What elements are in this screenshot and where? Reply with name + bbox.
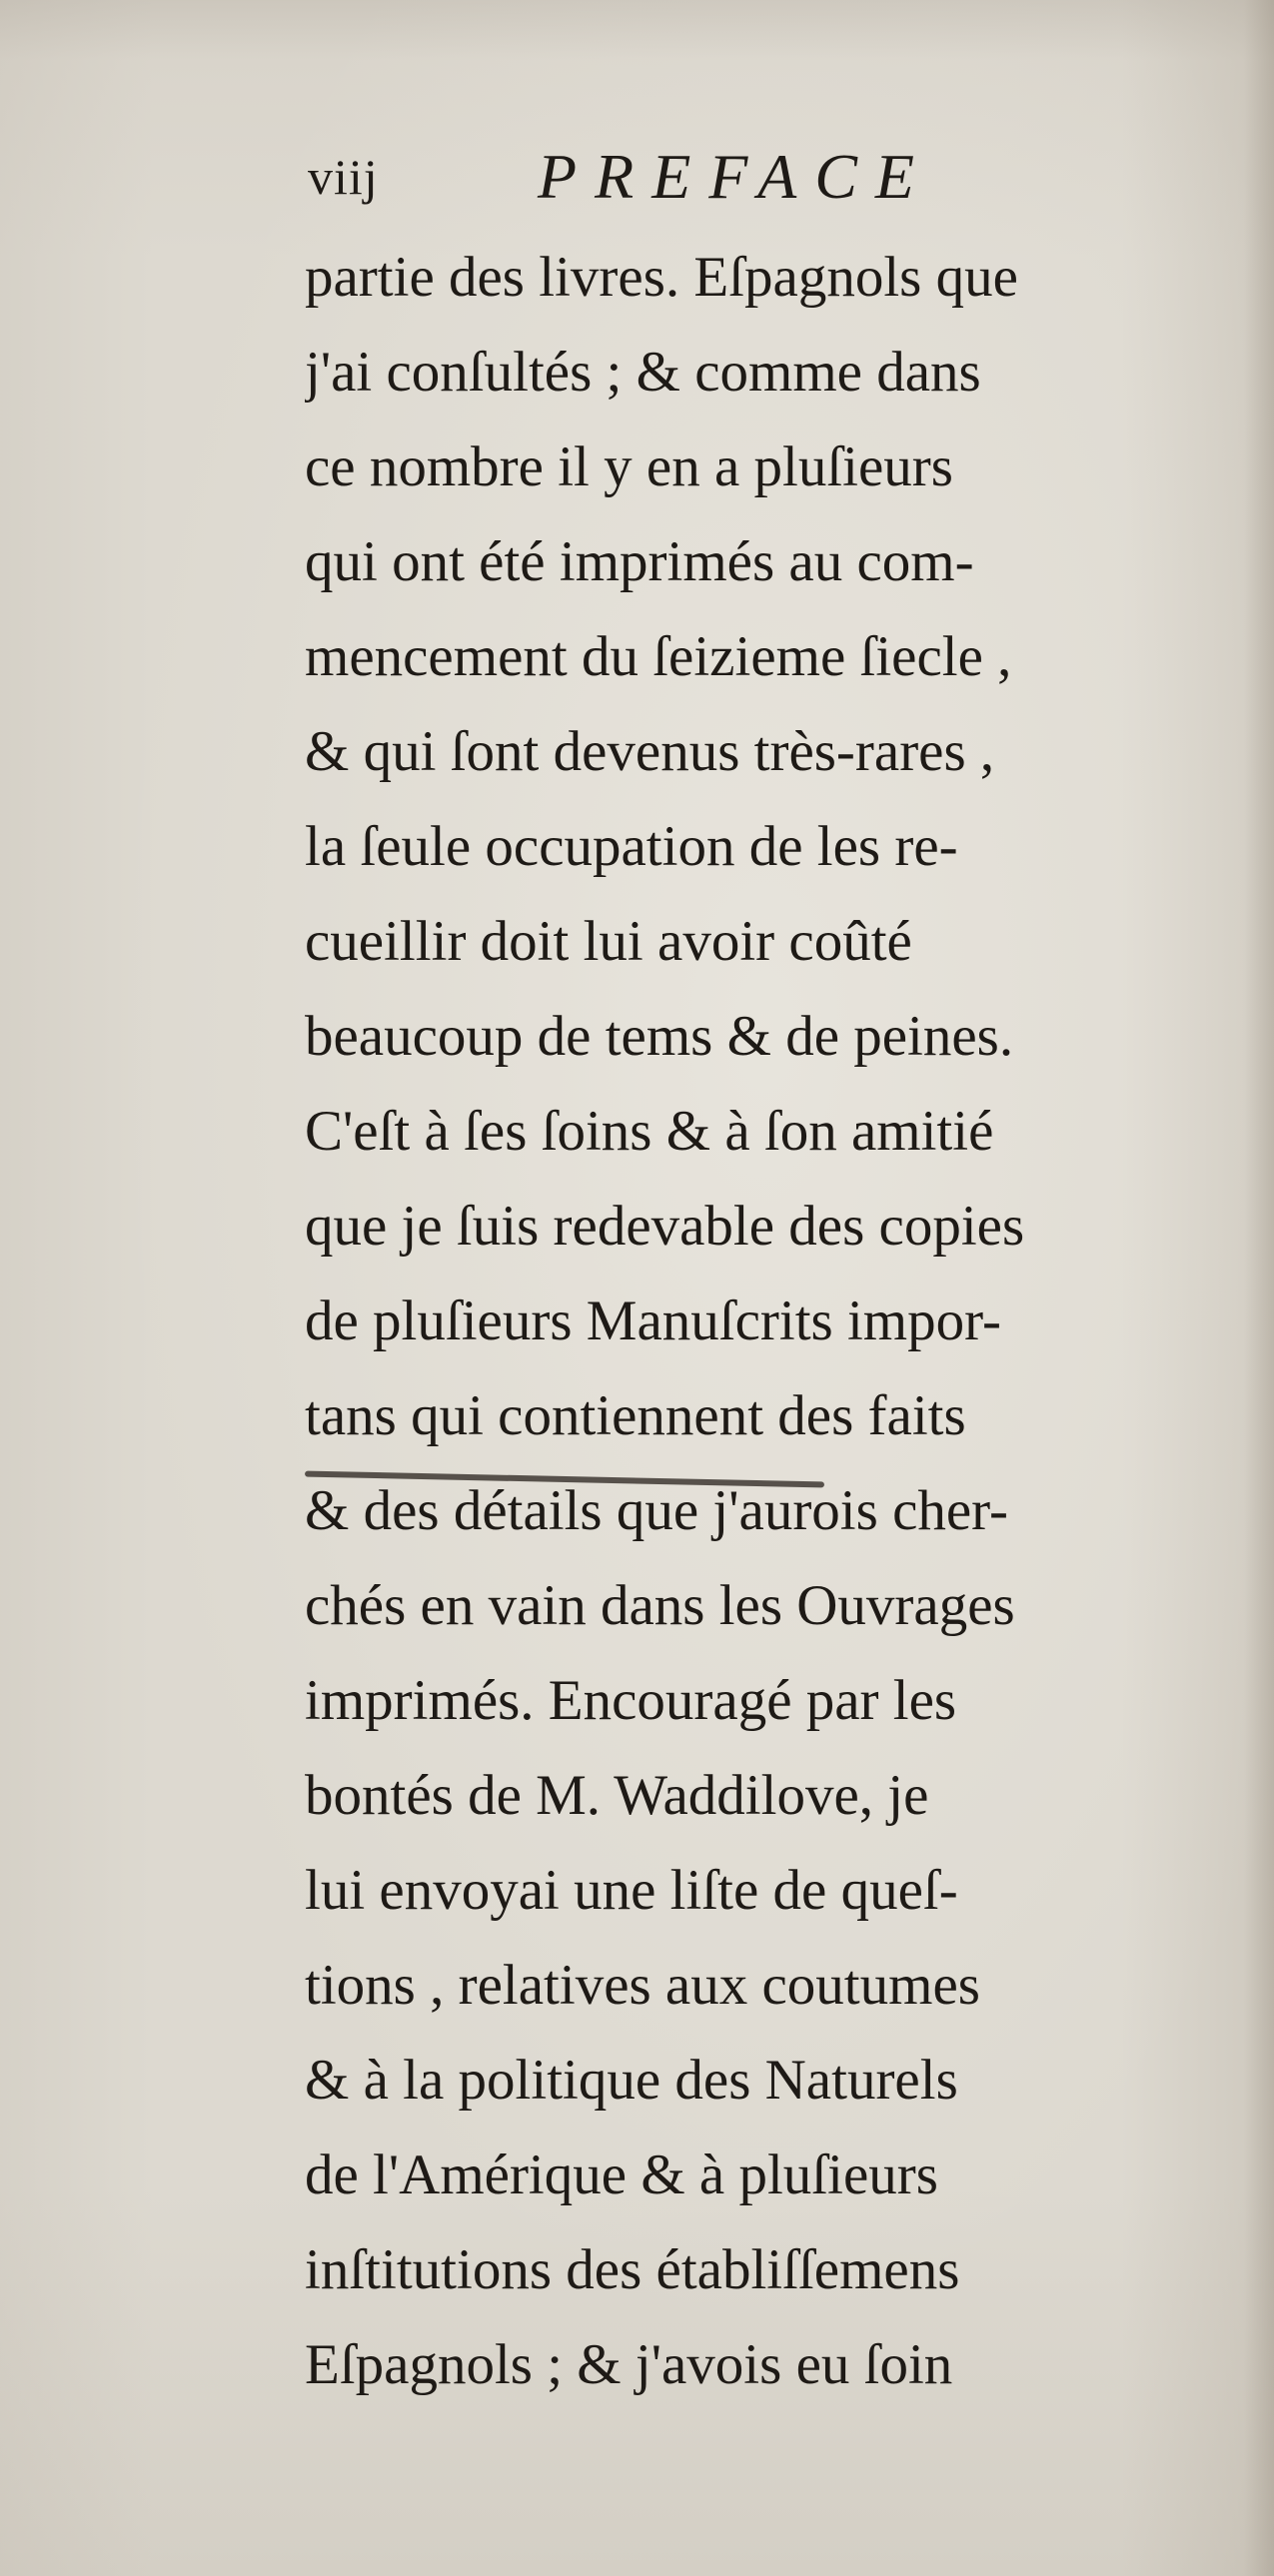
text-line: & qui ſont devenus très-rares ,	[305, 720, 995, 783]
text-line: chés en vain dans les Ouvrages	[305, 1574, 1015, 1637]
text-line: cueillir doit lui avoir coûté	[305, 910, 912, 973]
text-line: de pluſieurs Manuſcrits impor-	[305, 1289, 1001, 1352]
running-head: PREFACE	[538, 141, 932, 212]
text-line: bontés de M. Waddilove, je	[305, 1764, 929, 1827]
body-text	[305, 230, 1229, 2412]
text-line: & des détails que j'aurois cher-	[305, 1479, 1008, 1542]
text-line: Eſpagnols ; & j'avois eu ſoin	[305, 2333, 953, 2396]
text-line: qui ont été imprimés au com-	[305, 530, 974, 593]
text-line: & à la politique des Naturels	[305, 2049, 958, 2112]
page-edge-shadow	[1244, 0, 1274, 2576]
text-line: beaucoup de tems & de peines.	[305, 1005, 1014, 1068]
text-line: tions , relatives aux coutumes	[305, 1954, 980, 2017]
text-line: la ſeule occupation de les re-	[305, 815, 958, 878]
text-line: ce nombre il y en a pluſieurs	[305, 435, 953, 498]
page-number: viij	[308, 149, 379, 205]
text-line: j'ai conſultés ; & comme dans	[305, 341, 981, 404]
text-line: lui envoyai une liſte de queſ-	[305, 1859, 958, 1922]
text-line: de l'Amérique & à pluſieurs	[305, 2144, 938, 2206]
text-line: que je ſuis redevable des copies	[305, 1195, 1025, 1258]
text-line: inſtitutions des établiſſemens	[305, 2238, 960, 2301]
text-line: imprimés. Encouragé par les	[305, 1669, 957, 1732]
text-line: mencement du ſeizieme ſiecle ,	[305, 625, 1012, 688]
text-line: C'eſt à ſes ſoins & à ſon amitié	[305, 1100, 994, 1163]
page-header	[300, 140, 1089, 220]
page-shadow	[0, 0, 1274, 60]
text-line: partie des livres. Eſpagnols que	[305, 246, 1018, 309]
text-line: tans qui contiennent des faits	[305, 1384, 966, 1447]
